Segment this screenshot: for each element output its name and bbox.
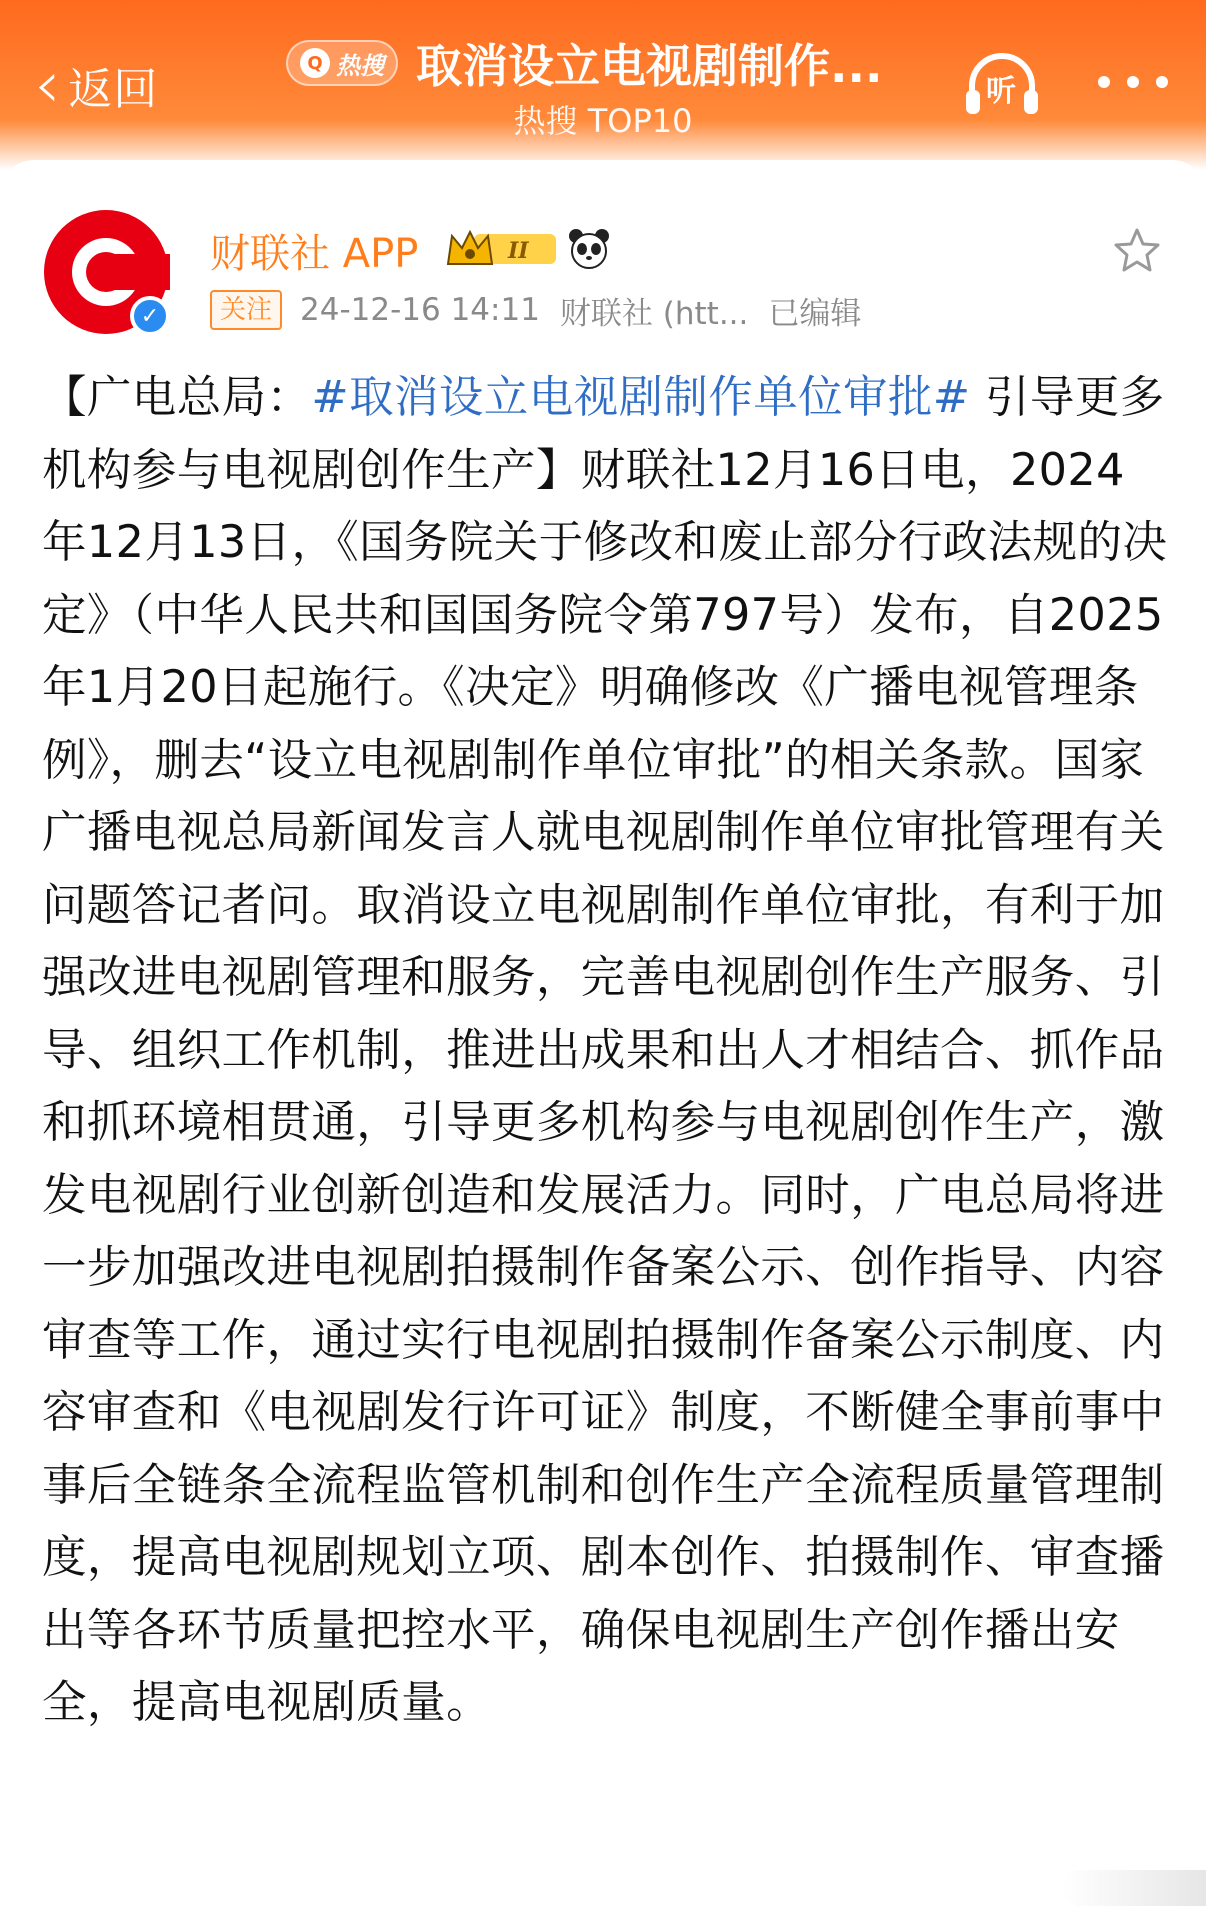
- search-icon: Q: [300, 48, 330, 78]
- star-outline-icon[interactable]: [1112, 226, 1162, 276]
- more-dot: [1127, 76, 1139, 88]
- more-dot: [1156, 76, 1168, 88]
- post-meta: [210, 288, 861, 332]
- hot-badge-label: 热搜: [336, 51, 384, 80]
- chevron-left-icon: ‹: [34, 46, 61, 123]
- verified-badge-icon: ✓: [130, 296, 170, 336]
- panda-icon: [566, 226, 612, 270]
- svg-text:II: II: [508, 238, 529, 264]
- post-timestamp: 24-12-16 14:11: [300, 292, 540, 328]
- page-title: 取消设立电视剧制作...: [416, 39, 883, 93]
- author-name[interactable]: 财联社 APP: [210, 231, 419, 277]
- body-text-lead: 【广电总局：: [42, 372, 312, 423]
- follow-button[interactable]: 关注: [210, 290, 282, 330]
- post-body: [42, 362, 1168, 1740]
- listen-button[interactable]: [964, 52, 1040, 118]
- scroll-indicator: [1062, 1870, 1206, 1906]
- top-navigation-bar: [0, 0, 1206, 170]
- back-label: 返回: [68, 64, 159, 115]
- more-dot: [1098, 76, 1110, 88]
- hashtag-link[interactable]: #取消设立电视剧制作单位审批#: [311, 372, 971, 423]
- crown-level-icon: [444, 226, 560, 270]
- post-source[interactable]: 财联社 (htt...: [559, 295, 749, 332]
- edited-label: 已编辑: [768, 295, 862, 332]
- more-button[interactable]: [1098, 62, 1168, 102]
- page-subtitle: 热搜 TOP10: [513, 102, 693, 140]
- hot-search-badge: [286, 40, 398, 86]
- body-text-main: 引导更多机构参与电视剧创作生产】财联社12月16日电，2024年12月13日，《国务院关于修改和废止部分行政法规的决定》（中华人民共和国国务院令第797号）发布，自2025年1月20日起施行。《决定》明确修改《广播电视管理条例》，删去“设立电视剧制作单位审批”的相关条款。国家广播电视总局新闻发言人就电视剧制作单位审批管理有关问题答记者问。取消设立电视剧制作单位审批，有利于加强改进电视剧管理和服务，完善电视剧创作生产服务、引导、组织工作机制，推进出成果和出人才相结合、抓作品和抓环境相贯通，引导更多机构参与电视剧创作生产，激发电视剧行业创新创造和发展活力。同时，广电总局将进一步加强改进电视剧拍摄制作备案公示、创作指导、内容审查等工作，通过实行电视剧拍摄制作备案公示制度、内容审查和《电视剧发行许可证》制度，不断健全事前事中事后全链条全流程监管机制和创作生产全流程质量管理制度，提高电视剧规划立项、剧本创作、拍摄制作、审查播出等各环节质量把控水平，确保电视剧生产创作播出安全，提高电视剧质量。: [42, 372, 1168, 1728]
- listen-label: 听: [986, 74, 1016, 109]
